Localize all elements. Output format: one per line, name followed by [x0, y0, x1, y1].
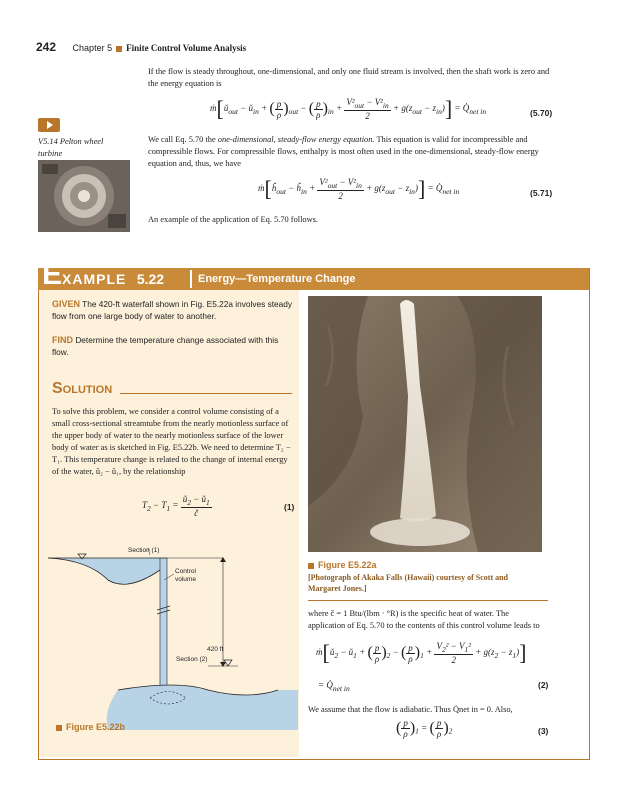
banner-divider — [190, 270, 192, 288]
waterfall-photograph — [308, 296, 542, 552]
figure-a-rule — [308, 600, 548, 601]
given-text: The 420-ft waterfall shown in Fig. E5.22a involves steady flow from one large body of water to another. — [52, 299, 293, 321]
diagram-figure-b — [48, 540, 298, 730]
intro-paragraph-3: An example of the application of Eq. 5.70 follows. — [148, 215, 319, 224]
diagram-section-1-label: Section (1) — [128, 547, 160, 554]
figure-a-caption: [Photograph of Akaka Falls (Hawaii) courtesy of Scott and Margaret Jones.] — [308, 573, 508, 593]
bullet-square-icon — [116, 46, 122, 52]
example-number: 5.22 — [136, 271, 165, 287]
video-caption: V5.14 Pelton wheel turbine — [38, 137, 104, 158]
solution-heading — [52, 380, 112, 398]
example-label-rest: XAMPLE — [62, 271, 127, 287]
intro-paragraph-2b: This equation is valid for incompressible and compressible flows. For compressible flows, enthalpy is most often used in the one-dimensional, steady-flow energy equation and, thus, we have — [148, 135, 539, 168]
right-text-1: where č = 1 Btu/(lbm · °R) is the specific heat of water. The application of Eq. 5.70 to the contents of this control volume leads to — [308, 609, 540, 630]
diagram-height-label: 420 ft — [207, 646, 224, 653]
video-play-icon[interactable] — [38, 118, 60, 132]
figure-b-square-icon — [56, 725, 62, 731]
equation-1: $T_2 - T_1$ = $\frac{ǔ_2 - ǔ_1}{č}$ — [142, 494, 210, 518]
example-label-e: E — [42, 258, 63, 291]
equation-number-5-71: (5.71) — [530, 188, 553, 198]
diagram-section-2-label: Section (2) — [176, 656, 208, 663]
solution-rule — [120, 393, 292, 394]
figure-a-label — [308, 560, 377, 570]
equation-2-line-1: $ṁ[ǔ_2$ − $ǔ_1$ + ( $\frac{p}{\rho}$ )$_2$ − ( $\frac{p}{\rho}$ )$_1$ + $\frac{V_2^2 - V_1^2}{2}$ + $g(z_2 - z_1)$] — [316, 640, 527, 665]
equation-2-line-2: = $Q̇_{net in}$ — [318, 680, 350, 693]
intro-paragraph-2 — [148, 134, 558, 170]
equation-3: ( $\frac{p}{\rho}$ )$_1$ = ( $\frac{p}{\rho}$ )$_2$ — [396, 718, 453, 739]
given-section — [52, 298, 292, 322]
equation-number-5-70: (5.70) — [530, 108, 553, 118]
pelton-wheel-image — [38, 160, 130, 232]
given-label: GIVEN — [52, 299, 81, 309]
equation-number-3: (3) — [538, 726, 549, 736]
example-title: Energy—Temperature Change — [198, 273, 356, 285]
chapter-title: Finite Control Volume Analysis — [126, 43, 247, 53]
page-header — [36, 40, 246, 54]
intro-paragraph-2a: We call Eq. 5.70 the — [148, 135, 216, 144]
figure-a-square-icon — [308, 563, 314, 569]
equation-5-70: $ṁ[ǔ_{out}$ − $ǔ_{in}$ + ( $\frac{p}{\rho}$ )$_{out}$ − ( $\frac{p}{\rho}$ )$_{in}$ + $\frac{V^2_{out} - V^2_{in}}{2}$ + $g(z_{out} - z_{in})$] = $Q̇_{net in}$ — [210, 96, 487, 121]
find-text: Determine the temperature change associated with this flow. — [52, 335, 279, 357]
figure-a-label-text: Figure E5.22a — [318, 560, 377, 570]
intro-paragraph-2-emphasis: one-dimensional, steady-flow energy equation. — [217, 135, 375, 144]
right-text-2: We assume that the flow is adiabatic. Thus Q̇net in = 0. Also, — [308, 705, 513, 714]
equation-number-2: (2) — [538, 680, 549, 690]
diagram-control-volume-label-1: Control — [175, 568, 196, 575]
intro-paragraph-1: If the flow is steady throughout, one-dimensional, and only one fluid stream is involved, then the shaft work is zero and the energy equation is — [148, 67, 550, 88]
solution-heading-s: S — [52, 380, 63, 397]
find-label: FIND — [52, 335, 73, 345]
figure-b-label-text: Figure E5.22b — [66, 722, 126, 732]
solution-text: To solve this problem, we consider a control volume consisting of a small cross-sectional streamtube from the nearly motionless surface of the upper body of water to the nearly motionless surface of the lower body of water as is sketched in Fig. E5.22b. We need to determine T₂ − T₁. This temperature change is related to the change of internal energy of the water, ǔ₂ − ǔ₁, by the relationship — [52, 407, 291, 476]
page-number: 242 — [36, 40, 57, 54]
figure-b-label — [56, 722, 125, 732]
equation-5-71: $ṁ[ȟ_{out}$ − $ȟ_{in}$ + $\frac{V^2_{out} - V^2_{in}}{2}$ + $g(z_{out} - z_{in})$] = $Q̇_{net in}$ — [258, 176, 460, 201]
chapter-label: Chapter 5 — [72, 43, 113, 53]
example-label — [42, 258, 164, 292]
solution-heading-rest: OLUTION — [62, 384, 113, 396]
diagram-control-volume-label-2: volume — [175, 576, 196, 583]
equation-number-1: (1) — [284, 502, 295, 512]
find-section — [52, 334, 292, 358]
